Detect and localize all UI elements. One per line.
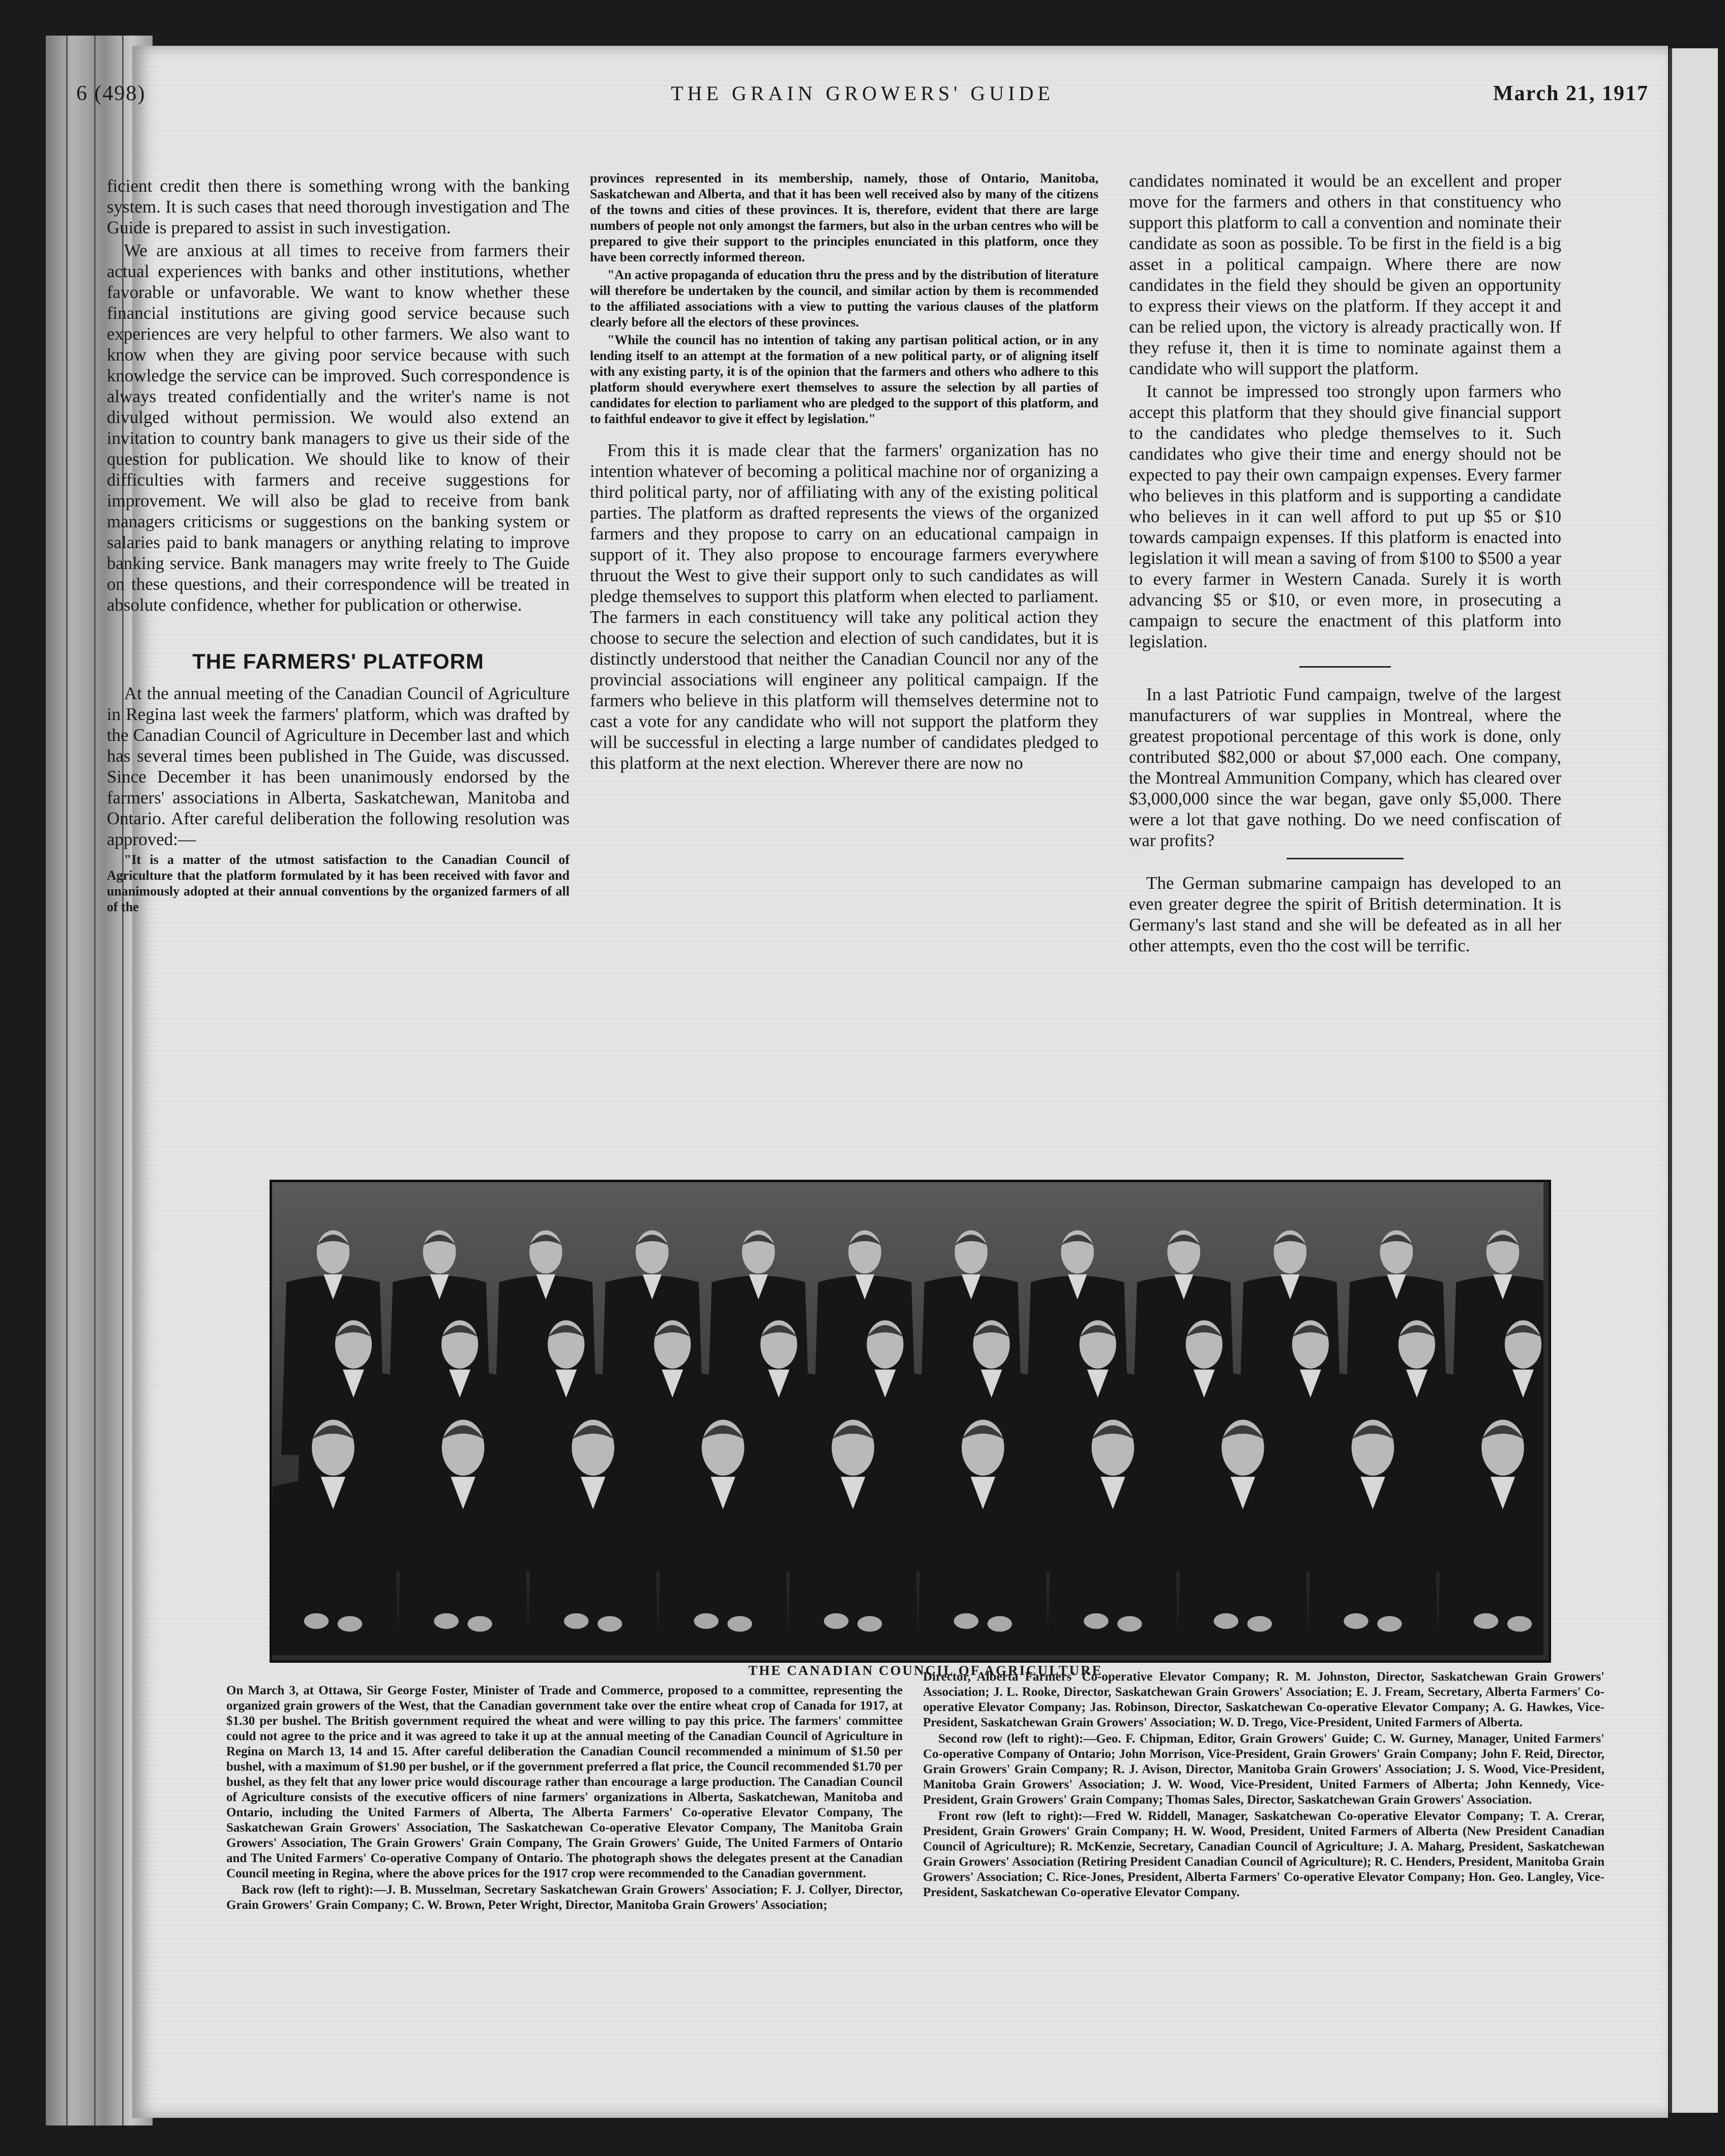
paragraph: ficient credit then there is something wrong with the banking system. It is such cases that need thorough investigation and The Guide is prepared to assist in such investigation.	[107, 176, 570, 237]
group-photo-illustration	[272, 1182, 1543, 1655]
hand	[434, 1613, 458, 1629]
hand	[954, 1613, 978, 1629]
hand	[304, 1613, 329, 1629]
resolution-quote: "An active propaganda of education thru the press and by the distribution of literature will therefore be undertaken by the council, and similar action by them is recommended to the affiliated associations with a view to putting the various clauses of the platform clearly before all the electors of these provinces.	[590, 267, 1098, 330]
issue-date: March 21, 1917	[1493, 82, 1649, 105]
hand	[1247, 1616, 1272, 1632]
resolution-quote: "While the council has no intention of taking any partisan political action, or in any lending itself to an attempt at the formation of a new political party, or of aligning itself with any existing party, it is of the opinion that the farmers and others who adhere to this platform should everywhere exert themselves to assure the selection by all parties of candidates for election to parliament who are pledged to the support of this platform, and to faithful endeavor to give it effect by legislation."	[590, 333, 1098, 426]
paragraph: At the annual meeting of the Canadian Council of Agriculture in Regina last week the farmers' platform, which was drafted by the Canadian Council of Agriculture in December last and which has several times been published in The Guide, was discussed. Since December it has been unanimously endorsed by the farmers' associations in Alberta, Saskatchewan, Manitoba and Ontario. After careful deliberation the following resolution was approved:—	[107, 683, 570, 849]
caption-text: Second row (left to right):—Geo. F. Chipman, Editor, Grain Growers' Guide; C. W. Gurney, Manager, United Farmers' Co-operative Company of Ontario; John Morrison, Vice-President, Grain Growers' Grain Company; John F. Reid, Director, Grain Growers' Grain Company; R. J. Avison, Director, Manitoba Grain Growers' Association; J. S. Wood, Vice-President, Manitoba Grain Growers' Association; J. W. Wood, Vice-President, United Farmers of Alberta; John Kennedy, Vice-President, Grain Growers' Grain Company; Thomas Sales, Director, Saskatchewan Grain Growers' Association.	[923, 1732, 1604, 1807]
page-number: 6 (498)	[76, 82, 146, 105]
people-group	[272, 1231, 1543, 1656]
caption-text: Back row (left to right):—J. B. Musselman, Secretary Saskatchewan Grain Growers' Association; F. J. Collyer, Director, Grain Growers' Grain Company; C. W. Brown, Peter Wright, Director, Manitoba Grain Growers' Association;	[226, 1883, 903, 1912]
spine-line	[66, 36, 68, 2125]
caption-left-column	[226, 1683, 903, 1914]
photo-caption-title: THE CANADIAN COUNCIL OF AGRICULTURE	[748, 1663, 1103, 1678]
hand	[598, 1616, 622, 1632]
paragraph: From this it is made clear that the farmers' organization has no intention whatever of becoming a political machine nor of organizing a third political party, nor of affiliating with any of the existing political parties. The platform as drafted represents the views of the organized farmers and they propose to carry on an educational campaign in support of it. They also propose to encourage farmers everywhere thruout the West to give their support only to such candidates as will pledge themselves to support this platform when elected to parliament. The farmers in each constituency will take any political action they choose to secure the selection and election of such candidates, but it is distinctly understood that neither the Canadian Council nor any of the provincial associations will engineer any political campaign. If the farmers who believe in this platform will themselves determine not to cast a vote for any candidate who will not support the platform they will be successful in electing a large number of candidates pledged to this platform at the next election. Wherever there are now no	[590, 440, 1098, 773]
column-3	[1129, 170, 1561, 958]
hand	[1377, 1616, 1402, 1632]
hand	[857, 1616, 882, 1632]
caption-text: Front row (left to right):—Fred W. Riddell, Manager, Saskatchewan Co-operative Elevator Company; T. A. Crerar, President, Grain Growers' Grain Company; H. W. Wood, President, United Farmers of Alberta (New President Canadian Council of Agriculture); R. McKenzie, Secretary, Canadian Council of Agriculture; J. A. Maharg, President, Saskatchewan Grain Growers' Association (Retiring President Canadian Council of Agriculture); R. C. Henders, President, Manitoba Grain Growers' Association; C. Rice-Jones, President, Alberta Farmers' Co-operative Elevator Company; Hon. Geo. Langley, Vice-President, Saskatchewan Co-operative Elevator Company.	[923, 1809, 1604, 1899]
column-2	[590, 170, 1098, 775]
paragraph: The German submarine campaign has developed to an even greater degree the spirit of British determination. It is Germany's last stand and she will be defeated as in all her other attempts, even tho the cost will be terrific.	[1129, 873, 1561, 955]
hand	[1507, 1616, 1532, 1632]
next-page-edge	[1669, 48, 1718, 2113]
hand	[727, 1616, 752, 1632]
hand	[338, 1616, 362, 1632]
paragraph: candidates nominated it would be an excellent and proper move for the farmers and others in that constituency who support this platform to call a convention and nominate their candidate as soon as possible. To be first in the field is a big asset in a political campaign. Where there are now candidates in the field they should be given an opportunity to express their views on the platform. If they accept it and can be relied upon, the victory is already practically won. If they refuse it, then it is time to nominate against them a candidate who will support the platform.	[1129, 171, 1561, 378]
suit	[272, 1479, 400, 1656]
caption-text: Director, Alberta Farmers' Co-operative Elevator Company; R. M. Johnston, Director, Saskatchewan Grain Growers' Association; J. L. Rooke, Director, Saskatchewan Grain Growers' Association; E. J. Fream, Secretary, Alberta Farmers' Co-operative Elevator Company; Jas. Robinson, Director, Saskatchewan Co-operative Elevator Company; A. G. Hawkes, Vice-President, Saskatchewan Grain Growers' Association; W. D. Trego, Vice-President, United Farmers of Alberta.	[923, 1670, 1604, 1729]
hand	[1474, 1613, 1498, 1629]
hand	[988, 1616, 1012, 1632]
section-heading: THE FARMERS' PLATFORM	[192, 649, 484, 673]
resolution-quote: provinces represented in its membership, namely, those of Ontario, Manitoba, Saskatchewan and Alberta, and that it has been well received also by many of the citizens of the towns and cities of these provinces. It is, therefore, evident that there are large numbers of people not only amongst the farmers, but also in the urban centres who will be prepared to give their support to the principles enunciated in this platform, once they have been correctly informed thereon.	[590, 171, 1098, 264]
divider	[1299, 666, 1391, 668]
hand	[564, 1613, 588, 1629]
hand	[1084, 1613, 1108, 1629]
hand	[1344, 1613, 1368, 1629]
paragraph: It cannot be impressed too strongly upon farmers who accept this platform that they should give financial support to the candidates who pledge themselves to it. Such candidates who give their time and energy should not be expected to pay their own campaign expenses. Every farmer who believes in this platform and is supporting a candidate who believes in it can well afford to put up $5 or $10 towards campaign expenses. If this platform is enacted into legislation it will mean a saving of from $100 to $500 a year to every farmer in Western Canada. Surely it is worth advancing $5 or $10, or even more, in prosecuting a campaign to secure the enactment of this platform into legislation.	[1129, 381, 1561, 651]
publication-title: THE GRAIN GROWERS' GUIDE	[671, 82, 1054, 105]
paragraph: We are anxious at all times to receive from farmers their actual experiences with banks and other institutions, whether favorable or unfavorable. We want to know whether these financial institutions are giving good service because such experiences are very helpful to other farmers. We also want to know when they are giving poor service because with such knowledge the service can be improved. Such correspondence is always treated confidentially and the writer's name is not divulged without permission. We would also extend an invitation to country bank managers to give us their side of the question for publication. We should like to know of their difficulties with farmers and receive suggestions for improvement. We will also be glad to receive from bank managers criticisms or suggestions on the banking system or salaries paid to bank managers or anything relating to improve banking service. Bank managers may write freely to The Guide on these questions, and their correspondence will be treated in absolute confidence, whether for publication or otherwise.	[107, 241, 570, 615]
caption-text: On March 3, at Ottawa, Sir George Foster, Minister of Trade and Commerce, proposed to a committee, representing the organized grain growers of the West, that the Canadian government take over the entire wheat crop of Canada for 1917, at $1.30 per bushel. The British government required the wheat and were willing to pay this price. The farmers' committee could not agree to the price and it was agreed to take it up at the annual meeting of the Canadian Council of Agriculture in Regina on March 13, 14 and 15. After careful deliberation the Canadian Council recommended a minimum of $1.50 per bushel, with a maximum of $1.90 per bushel, or if the government preferred a flat price, the Council recommended $1.70 per bushel, as they felt that any lower price would discourage rather than encourage a large production. The Canadian Council of Agriculture consists of the executive officers of nine farmers' organizations in Alberta, Saskatchewan, Manitoba and Ontario, including the United Farmers of Alberta, The Alberta Farmers' Co-operative Elevator Company, The Saskatchewan Grain Growers' Association, The Saskatchewan Co-operative Elevator Company, The Manitoba Grain Growers' Association, The Grain Growers' Grain Company, The Grain Growers' Guide, The United Farmers of Ontario and The United Farmers' Co-operative Company of Ontario. The photograph shows the delegates present at the Canadian Council meeting in Regina, where the above prices for the 1917 crop were recommended to the Canadian government.	[226, 1684, 903, 1880]
divider	[1287, 858, 1404, 859]
hand	[467, 1616, 492, 1632]
hand	[824, 1613, 848, 1629]
column-1	[107, 175, 570, 917]
page-header	[76, 81, 1649, 127]
paragraph: In a last Patriotic Fund campaign, twelve of the largest manufacturers of war supplies in Montreal, where the greatest propotional percentage of this work is done, only contributed $82,000 or about $7,000 each. One company, the Montreal Ammunition Company, which has cleared over $3,000,000 since the war began, gave only $5,000. There were a lot that gave nothing. Do we need confiscation of war profits?	[1129, 684, 1561, 850]
resolution-quote: "It is a matter of the utmost satisfaction to the Canadian Council of Agriculture that the platform formulated by it has been received with favor and unanimously adopted at their annual conventions by the organized farmers of all of the	[107, 852, 570, 914]
hand	[1117, 1616, 1142, 1632]
hand	[1214, 1613, 1238, 1629]
hand	[694, 1613, 718, 1629]
caption-right-column	[923, 1669, 1604, 1901]
spine-line	[94, 36, 96, 2125]
group-photograph	[270, 1180, 1551, 1663]
